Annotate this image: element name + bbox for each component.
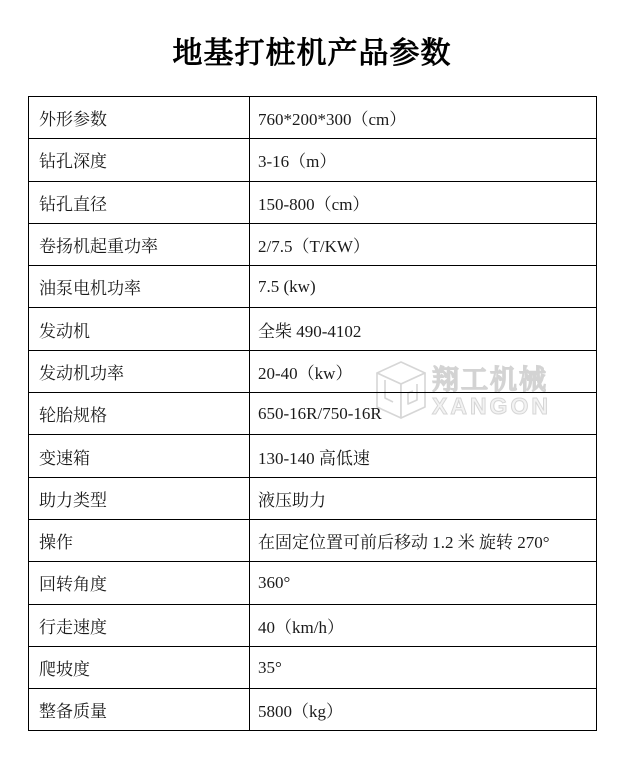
table-row [29,477,597,519]
param-label: 变速箱 [29,435,250,477]
table-row [29,266,597,308]
table-row [29,604,597,646]
param-value: 130-140 高低速 [250,435,597,477]
param-label: 轮胎规格 [29,393,250,435]
param-value: 在固定位置可前后移动 1.2 米 旋转 270° [250,519,597,561]
param-label: 行走速度 [29,604,250,646]
param-value: 5800（kg） [250,689,597,731]
param-value: 35° [250,646,597,688]
spec-table [28,96,597,731]
param-label: 发动机功率 [29,350,250,392]
param-value: 40（km/h） [250,604,597,646]
param-label: 爬坡度 [29,646,250,688]
table-row [29,139,597,181]
param-value: 150-800（cm） [250,181,597,223]
param-value: 3-16（m） [250,139,597,181]
table-row [29,97,597,139]
param-value: 760*200*300（cm） [250,97,597,139]
spec-table-section [28,96,597,731]
param-label: 回转角度 [29,562,250,604]
param-label: 油泵电机功率 [29,266,250,308]
watermark-brand-cn: 翔工机械 [432,365,548,395]
param-label: 卷扬机起重功率 [29,223,250,265]
table-row [29,223,597,265]
table-row [29,689,597,731]
watermark-brand-en: XANGON [432,393,551,419]
param-label: 钻孔深度 [29,139,250,181]
table-row [29,646,597,688]
table-row [29,181,597,223]
param-label: 外形参数 [29,97,250,139]
table-row [29,435,597,477]
param-value: 650-16R/750-16R [250,393,597,435]
param-value: 全柴 490-4102 [250,308,597,350]
param-value: 液压助力 [250,477,597,519]
table-row [29,393,597,435]
table-row [29,350,597,392]
param-label: 操作 [29,519,250,561]
param-label: 钻孔直径 [29,181,250,223]
param-value: 360° [250,562,597,604]
param-value: 2/7.5（T/KW） [250,223,597,265]
param-label: 发动机 [29,308,250,350]
param-value: 7.5 (kw) [250,266,597,308]
table-row [29,308,597,350]
param-label: 整备质量 [29,689,250,731]
param-value: 20-40（kw） [250,350,597,392]
table-row [29,519,597,561]
param-label: 助力类型 [29,477,250,519]
table-row [29,562,597,604]
page-title: 地基打桩机产品参数 [172,37,452,70]
